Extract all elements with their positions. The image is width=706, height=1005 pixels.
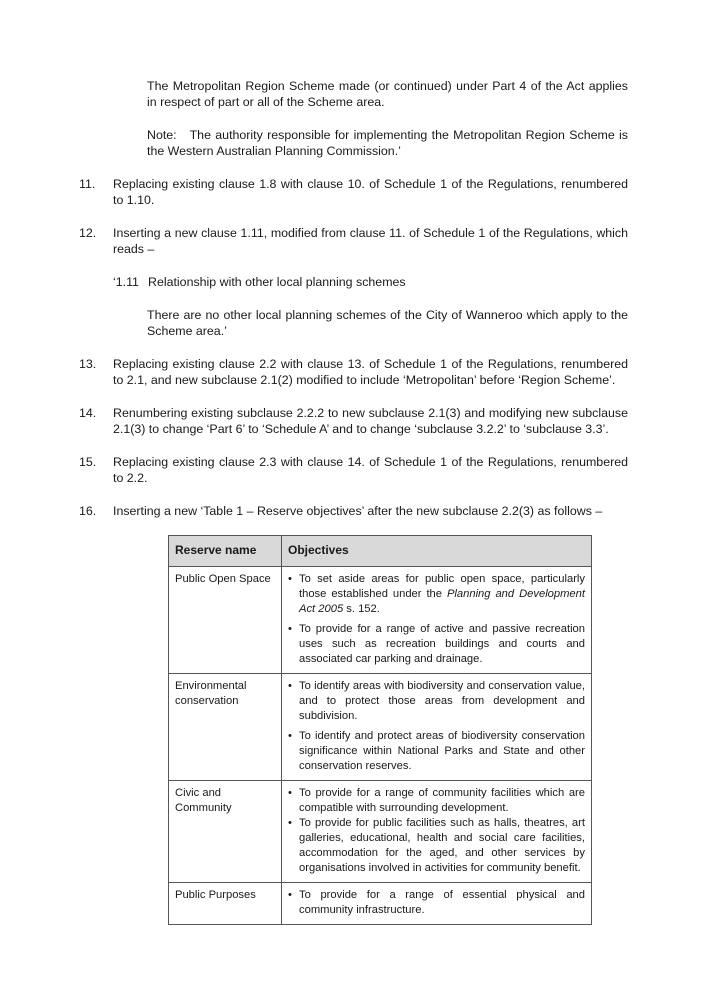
item-number-13: 13.	[79, 357, 97, 371]
objectives-cell	[282, 781, 592, 883]
item-number-14: 14.	[79, 406, 97, 420]
note-label: Note:	[147, 128, 177, 142]
bullet-icon: •	[288, 623, 292, 635]
item-number-15: 15.	[79, 455, 97, 469]
bullet-icon: •	[288, 787, 292, 799]
objective-item	[288, 572, 585, 617]
bullet-icon: •	[288, 817, 292, 829]
clause-1-11-title: Relationship with other local planning schemes	[148, 275, 406, 289]
item-text-16: Inserting a new ‘Table 1 – Reserve objectives’ after the new subclause 2.2(3) as follows –	[113, 504, 603, 518]
objective-item	[288, 888, 585, 918]
objective-text: To provide for a range of community facilities which are compatible with surrounding development.	[299, 787, 585, 814]
objective-text: To provide for a range of active and passive recreation uses such as recreation buildings and courts and associated car parking and drainage.	[299, 623, 585, 665]
item-text-12: Inserting a new clause 1.11, modified from clause 11. of Schedule 1 of the Regulations, which reads –	[113, 226, 628, 256]
objective-text: To identify areas with biodiversity and conservation value, and to protect those areas from development and subdivision.	[299, 680, 585, 722]
item-text-11: Replacing existing clause 1.8 with clause 10. of Schedule 1 of the Regulations, renumbered to 1.10.	[113, 177, 628, 207]
bullet-icon: •	[288, 730, 292, 742]
objective-text: To set aside areas for public open space, particularly those established under the	[299, 573, 585, 600]
table-row	[169, 883, 592, 925]
region-scheme-paragraph: The Metropolitan Region Scheme made (or continued) under Part 4 of the Act applies in respect of part or all of the Scheme area.	[147, 79, 628, 109]
bullet-icon: •	[288, 680, 292, 692]
item-text-13: Replacing existing clause 2.2 with clause 13. of Schedule 1 of the Regulations, renumbered to 2.1, and new subclause 2.1(2) modified to include ‘Metropolitan’ before ‘Region Scheme’.	[113, 357, 628, 387]
note-paragraph	[147, 127, 628, 159]
item-number-16: 16.	[79, 504, 97, 518]
item-text-15: Replacing existing clause 2.3 with clause 14. of Schedule 1 of the Regulations, renumbered to 2.2.	[113, 455, 628, 485]
reserve-name-cell: Civic and Community	[169, 781, 282, 883]
objective-text: To identify and protect areas of biodiversity conservation significance within National Parks and State and other conservation reserves.	[299, 730, 585, 772]
objective-item	[288, 729, 585, 774]
bullet-icon: •	[288, 889, 292, 901]
reserve-name-cell: Environmental conservation	[169, 674, 282, 781]
objective-item	[288, 786, 585, 816]
bullet-icon: •	[288, 573, 292, 585]
objectives-cell	[282, 674, 592, 781]
objective-item	[288, 679, 585, 724]
objectives-cell	[282, 567, 592, 674]
objective-text: To provide for public facilities such as halls, theatres, art galleries, educational, health and social care facilities, accommodation for the aged, and other services by organisations involved in activities for community benefit.	[299, 817, 585, 874]
reserve-objectives-table	[168, 535, 592, 925]
reserve-name-cell: Public Purposes	[169, 883, 282, 925]
objective-item	[288, 816, 585, 876]
act-name: Planning and Development Act 2005	[299, 588, 585, 615]
table-header-row	[169, 536, 592, 567]
header-objectives: Objectives	[282, 536, 592, 567]
objective-text: To provide for a range of essential physical and community infrastructure.	[299, 889, 585, 916]
clause-1-11-number: ‘1.11	[113, 275, 139, 289]
table-row	[169, 567, 592, 674]
objective-item	[288, 622, 585, 667]
table-row	[169, 781, 592, 883]
clause-1-11-heading	[113, 274, 628, 290]
item-number-12: 12.	[79, 226, 97, 240]
note-text: The authority responsible for implementing the Metropolitan Region Scheme is the Western Australian Planning Commission.’	[147, 128, 628, 158]
clause-1-11-body: There are no other local planning schemes of the City of Wanneroo which apply to the Scheme area.’	[147, 308, 628, 338]
reserve-name-cell: Public Open Space	[169, 567, 282, 674]
item-text-14: Renumbering existing subclause 2.2.2 to new subclause 2.1(3) and modifying new subclause 2.1(3) to change ‘Part 6’ to ‘Schedule A’ and to change ‘subclause 3.2.2’ to ‘subclause 3.3’.	[113, 406, 628, 436]
objective-text-suffix: s. 152.	[343, 603, 380, 615]
objectives-cell	[282, 883, 592, 925]
item-number-11: 11.	[79, 177, 96, 191]
table-row	[169, 674, 592, 781]
header-reserve-name: Reserve name	[169, 536, 282, 567]
